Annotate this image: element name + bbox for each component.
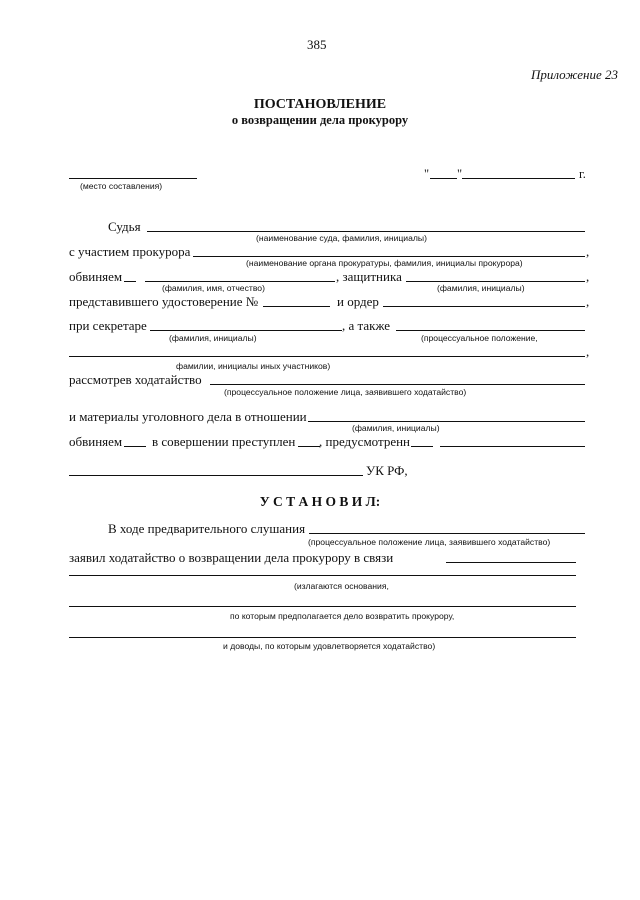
participants-comma: ,: [586, 344, 590, 359]
defender-caption: (фамилия, инициалы): [437, 283, 525, 293]
crime-ending-field[interactable]: [298, 446, 320, 447]
materials-field[interactable]: [308, 421, 585, 422]
also-label: , а также: [342, 318, 391, 333]
crime-article-field[interactable]: [440, 446, 585, 447]
certificate-label: представившего удостоверение №: [69, 294, 259, 309]
page-number: 385: [307, 37, 327, 52]
accused-caption: (фамилия, имя, отчество): [162, 283, 265, 293]
judge-label: Судья: [108, 219, 141, 234]
return-field[interactable]: [69, 606, 576, 607]
declared-label: заявил ходатайство о возвращении дела прокурору в связи: [69, 550, 394, 565]
appendix-label: Приложение 23: [530, 67, 618, 82]
order-label: и ордер: [337, 294, 379, 309]
return-caption: по которым предполагается дело возвратить прокурору,: [230, 611, 455, 621]
hearing-field[interactable]: [309, 533, 585, 534]
accused2-label: обвиняем: [69, 434, 123, 449]
place-field[interactable]: [69, 178, 197, 179]
participants-caption: фамилии, инициалы иных участников): [176, 361, 331, 371]
defender-comma: ,: [586, 269, 590, 284]
defender-label: , защитника: [336, 269, 402, 284]
place-caption: (место составления): [80, 181, 163, 191]
established-heading: У С Т А Н О В И Л:: [259, 494, 381, 509]
order-comma: ,: [586, 294, 590, 309]
declared-field[interactable]: [446, 562, 576, 563]
grounds-field[interactable]: [69, 575, 576, 576]
secretary-field[interactable]: [150, 330, 342, 331]
year-suffix: г.: [579, 167, 586, 181]
accused-name-field[interactable]: [145, 281, 335, 282]
order-field[interactable]: [383, 306, 585, 307]
prosecutor-field[interactable]: [193, 256, 585, 257]
defender-field[interactable]: [406, 281, 585, 282]
accused-ending-field[interactable]: [124, 281, 136, 282]
participants-field[interactable]: [69, 356, 585, 357]
prosecutor-caption: (наименование органа прокуратуры, фамилия, инициалы прокурора): [246, 258, 523, 268]
also-field[interactable]: [396, 330, 585, 331]
arguments-caption: и доводы, по которым удовлетворяется ходатайство): [223, 641, 436, 651]
document-title: ПОСТАНОВЛЕНИЕ: [253, 97, 387, 112]
document-subtitle: о возвращении дела прокурору: [231, 113, 409, 127]
prosecutor-label: с участием прокурора: [69, 244, 191, 259]
materials-caption: (фамилия, инициалы): [352, 423, 440, 433]
hearing-label: В ходе предварительного слушания: [108, 521, 306, 536]
provided-ending-field[interactable]: [411, 446, 433, 447]
judge-field[interactable]: [147, 231, 585, 232]
status-caption: (процессуальное положение,: [421, 333, 538, 343]
date-open-quote: ": [424, 167, 430, 181]
accused-label: обвиняем: [69, 269, 123, 284]
prosecutor-comma: ,: [586, 244, 590, 259]
motion-field[interactable]: [210, 384, 585, 385]
accused2-ending-field[interactable]: [124, 446, 146, 447]
arguments-field[interactable]: [69, 637, 576, 638]
code-article-field[interactable]: [69, 475, 363, 476]
crime-label: в совершении преступлен: [152, 434, 296, 449]
motion-label: рассмотрев ходатайство: [69, 372, 202, 387]
judge-caption: (наименование суда, фамилия, инициалы): [256, 233, 427, 243]
motion-caption: (процессуальное положение лица, заявившего ходатайство): [224, 387, 467, 397]
hearing-caption: (процессуальное положение лица, заявившего ходатайство): [308, 537, 551, 547]
date-close-quote: ": [457, 167, 463, 181]
date-month-field[interactable]: [462, 178, 575, 179]
secretary-caption: (фамилия, инициалы): [169, 333, 257, 343]
date-day-field[interactable]: [430, 178, 457, 179]
certificate-field[interactable]: [263, 306, 330, 307]
provided-label: , предусмотренн: [319, 434, 411, 449]
code-label: УК РФ,: [366, 463, 408, 478]
grounds-caption: (излагаются основания,: [294, 581, 389, 591]
materials-label: и материалы уголовного дела в отношении: [69, 409, 307, 424]
secretary-label: при секретаре: [69, 318, 147, 333]
